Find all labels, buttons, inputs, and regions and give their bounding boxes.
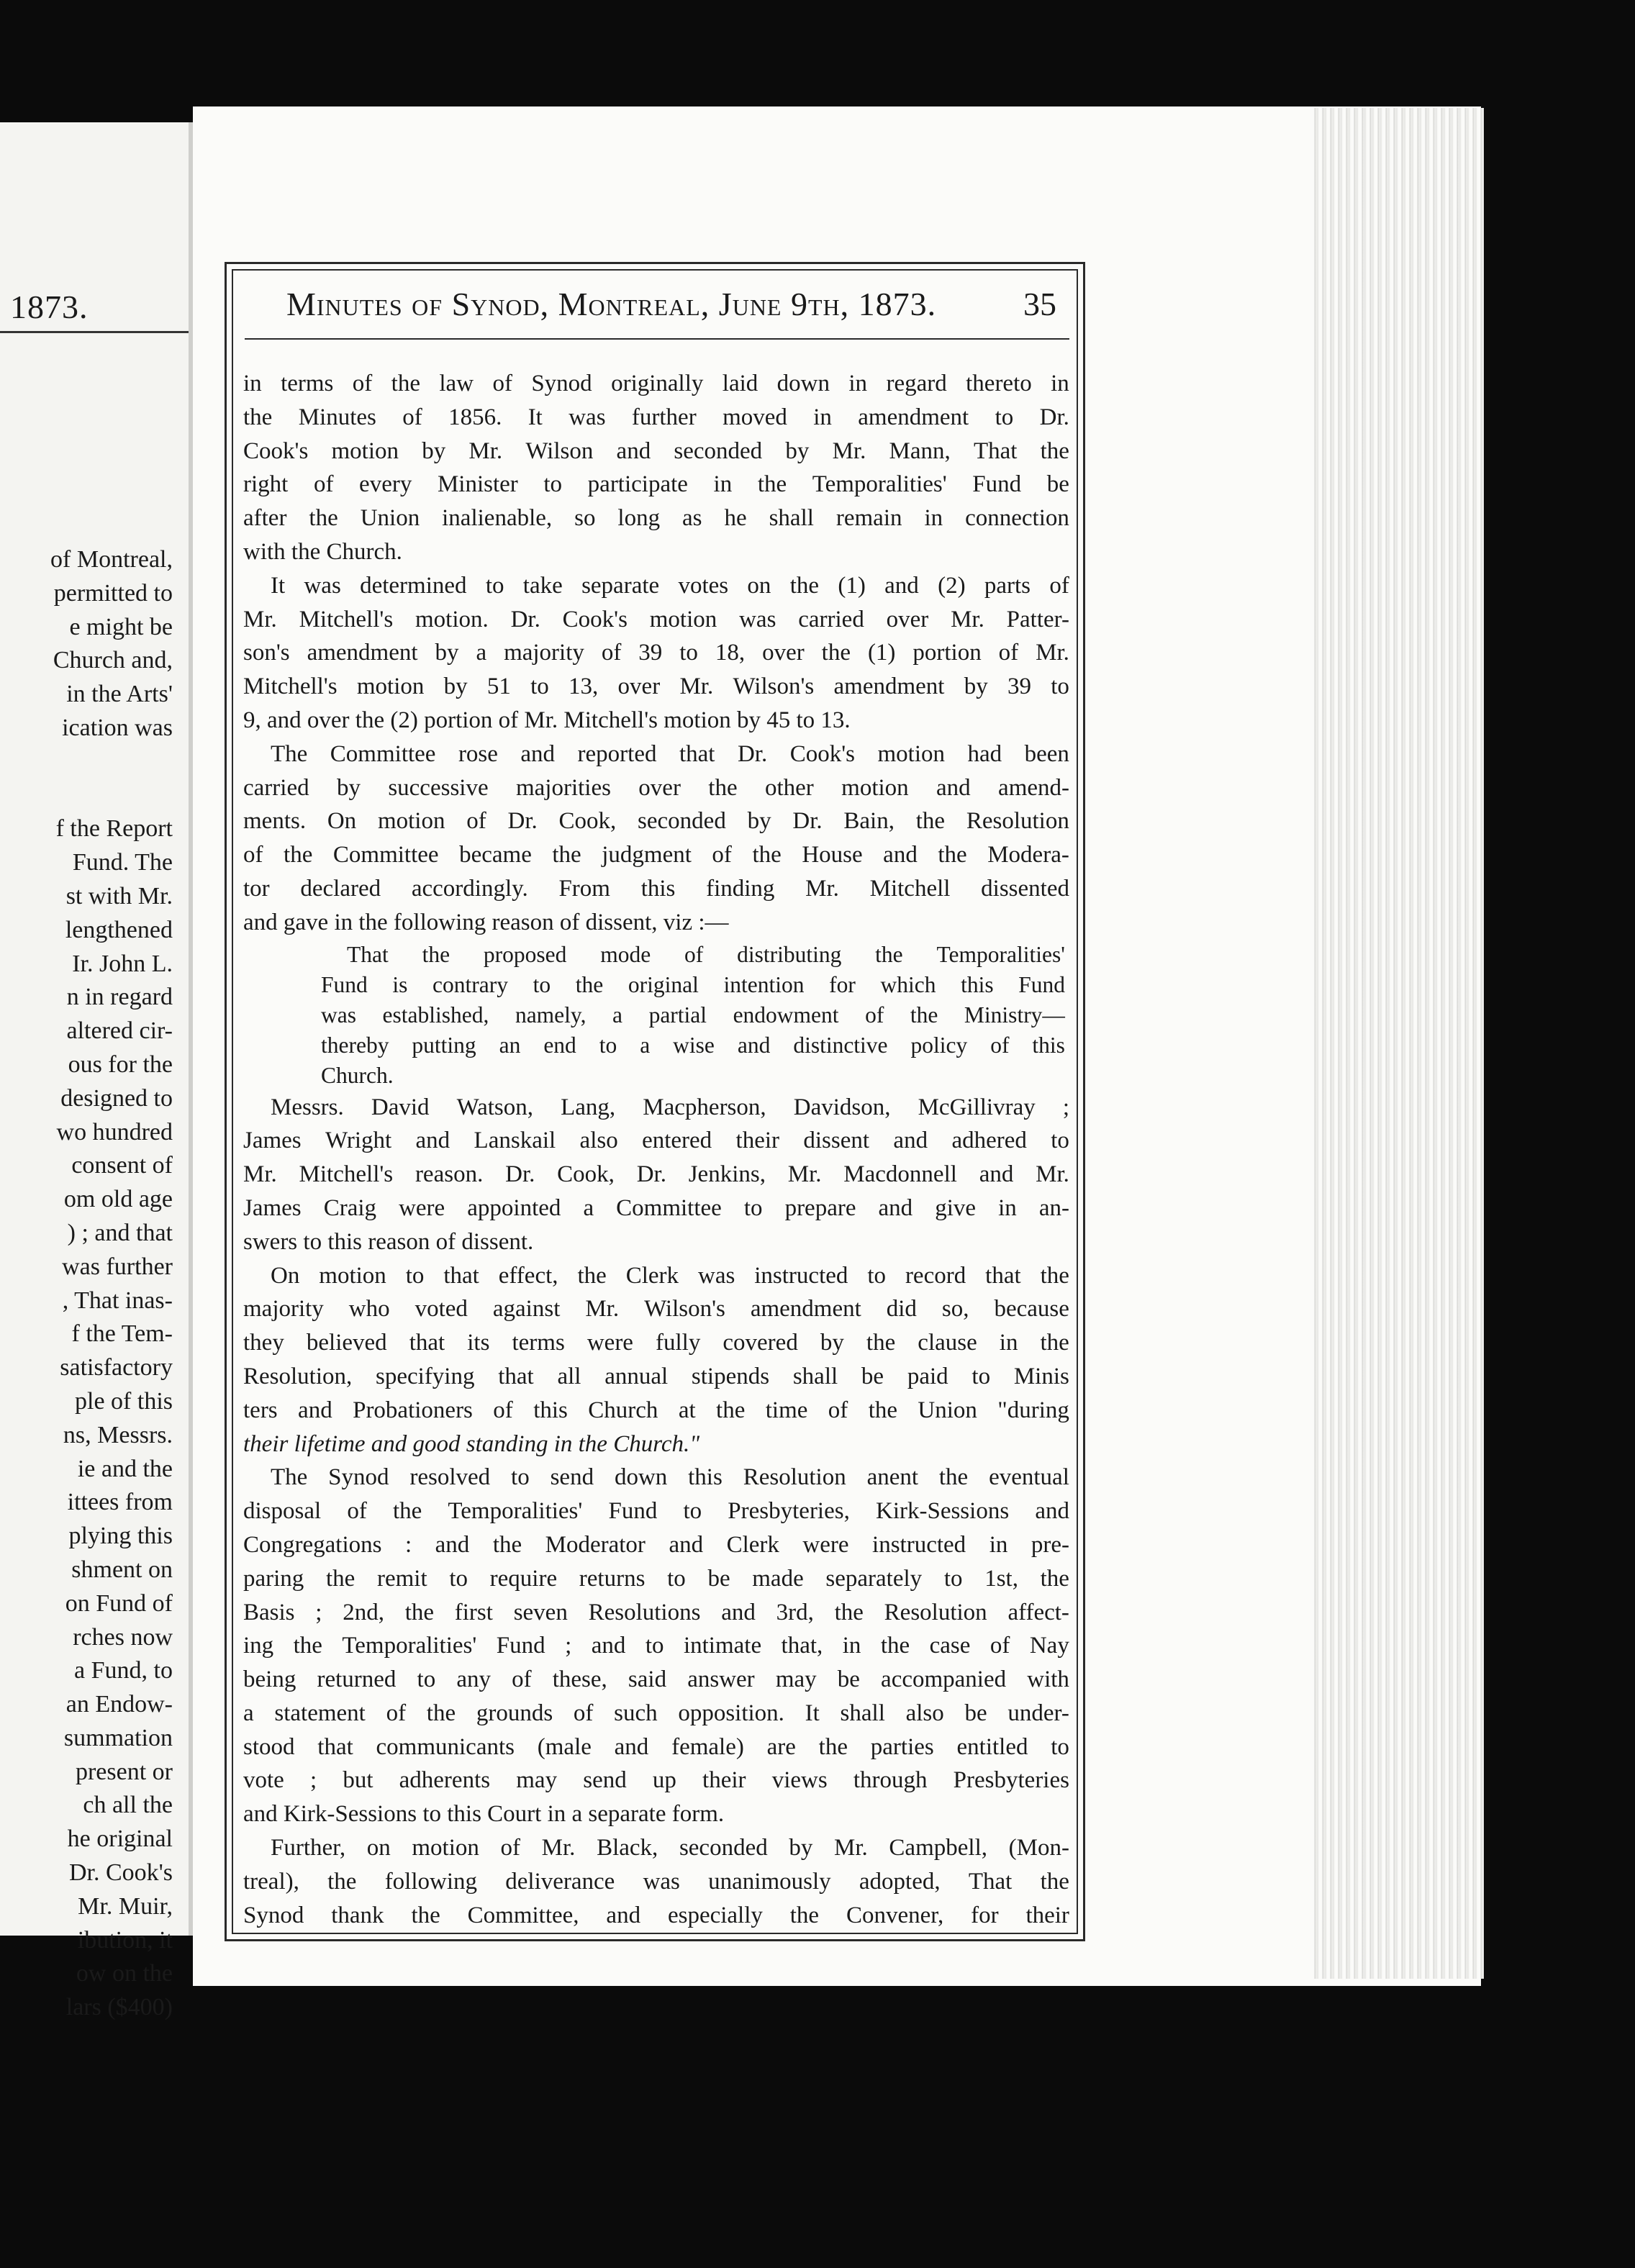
text-line: the Minutes of 1856. It was further moved in amendment to Dr. <box>243 404 1069 430</box>
paragraph <box>243 1091 1069 1259</box>
text-line: The Synod resolved to send down this Resolution anent the eventual <box>271 1464 1069 1491</box>
left-page-line: shment on <box>71 1556 173 1583</box>
text-line: after the Union inalienable, so long as he shall remain in connection <box>243 505 1069 532</box>
text-line: On motion to that effect, the Clerk was instructed to record that the <box>271 1262 1069 1289</box>
running-title: Minutes of Synod, Montreal, June 9th, 1873. <box>286 286 937 322</box>
left-page-line: summation <box>63 1724 173 1751</box>
text-line: Mr. Mitchell's motion. Dr. Cook's motion was carried over Mr. Patter- <box>243 606 1069 632</box>
left-page-line: permitted to <box>53 579 173 607</box>
text-line: being returned to any of these, said answer may be accompanied with <box>243 1666 1069 1693</box>
left-page-line: lengthened <box>65 916 173 943</box>
text-line: a statement of the grounds of such opposition. It shall also be under- <box>243 1700 1069 1726</box>
quote-line: thereby putting an end to a wise and distinctive policy of this <box>321 1032 1065 1058</box>
left-facing-page <box>0 122 193 2021</box>
left-page-line: a Fund, to <box>74 1657 173 1684</box>
left-page-line: he original <box>67 1825 173 1853</box>
text-line: Congregations : and the Moderator and Clerk were instructed in pre- <box>243 1531 1069 1558</box>
text-line: Mitchell's motion by 51 to 13, over Mr. Wilson's amendment by 39 to <box>243 673 1069 700</box>
reason-of-dissent-quote <box>243 940 1069 1091</box>
text-line: ing the Temporalities' Fund ; and to intimate that, in the case of Nay <box>243 1633 1069 1659</box>
paragraph <box>243 569 1069 738</box>
text-line: disposal of the Temporalities' Fund to Presbyteries, Kirk-Sessions and <box>243 1498 1069 1525</box>
left-page-line: Church and, <box>53 647 173 674</box>
left-page-line: wo hundred <box>56 1118 173 1146</box>
left-page-line: e might be <box>69 613 173 640</box>
left-page-line: plying this <box>68 1523 173 1550</box>
left-page-line: f the Report <box>55 815 173 843</box>
left-page-line: consent of <box>71 1152 173 1179</box>
text-line: Mr. Mitchell's reason. Dr. Cook, Dr. Jenkins, Mr. Macdonnell and Mr. <box>243 1161 1069 1188</box>
left-page-line: Dr. Cook's <box>68 1859 173 1887</box>
quote-line: Church. <box>321 1062 394 1088</box>
text-line: and gave in the following reason of dissent, viz :— <box>243 909 729 935</box>
text-line: in terms of the law of Synod originally laid down in regard thereto in <box>243 371 1069 396</box>
quote-line: That the proposed mode of distributing the Temporalities' <box>347 941 1065 967</box>
text-line: stood that communicants (male and female) are the parties entitled to <box>243 1733 1069 1760</box>
left-page-line <box>0 745 173 779</box>
text-line: swers to this reason of dissent. <box>243 1228 534 1255</box>
left-page-line: lars ($400) <box>65 1994 173 2021</box>
text-line: Messrs. David Watson, Lang, Macpherson, Davidson, McGillivray ; <box>271 1094 1069 1120</box>
left-page-line: ittees from <box>67 1489 173 1516</box>
left-page-line: of Montreal, <box>50 546 173 573</box>
text-line: Further, on motion of Mr. Black, seconded by Mr. Campbell, (Mon- <box>271 1835 1069 1861</box>
left-page-line: rches now <box>73 1623 173 1651</box>
left-header-rule <box>0 331 189 333</box>
text-line: It was determined to take separate votes on the (1) and (2) parts of <box>271 572 1069 599</box>
left-page-text <box>0 543 173 2025</box>
page-body <box>243 367 1069 1932</box>
text-line: 9, and over the (2) portion of Mr. Mitchell's motion by 45 to 13. <box>243 707 851 733</box>
left-page-line: f the Tem- <box>71 1320 173 1348</box>
text-line: with the Church. <box>243 538 402 565</box>
text-line: carried by successive majorities over the other motion and amend- <box>243 774 1069 801</box>
left-page-line: ication was <box>62 714 173 741</box>
left-page-line: was further <box>62 1253 173 1280</box>
header-rule <box>245 338 1069 340</box>
text-line: right of every Minister to participate in the Temporalities' Fund be <box>243 471 1069 498</box>
quote-line: Fund is contrary to the original intention for which this Fund <box>321 971 1065 997</box>
paragraph <box>243 1461 1069 1831</box>
left-page-line: Ir. John L. <box>72 950 173 977</box>
paragraph <box>243 1831 1069 1932</box>
left-page-line: , That inas- <box>62 1287 173 1314</box>
left-page-line: in the Arts' <box>66 681 173 708</box>
text-line: ments. On motion of Dr. Cook, seconded by Dr. Bain, the Resolution <box>243 808 1069 835</box>
text-line: Resolution, specifying that all annual stipends shall be paid to Minis <box>243 1363 1069 1389</box>
text-line: Basis ; 2nd, the first seven Resolutions and 3rd, the Resolution affect- <box>243 1599 1069 1625</box>
left-page-line: altered cir- <box>66 1017 173 1045</box>
left-page-line: on Fund of <box>65 1589 173 1617</box>
left-page-line: designed to <box>60 1084 173 1112</box>
left-page-line: ple of this <box>75 1387 173 1415</box>
left-page-line: ) ; and that <box>67 1219 173 1246</box>
text-line: Synod thank the Committee, and especially the Convener, for their <box>243 1902 1069 1928</box>
italic-line: their lifetime and good standing in the Church." <box>243 1430 700 1457</box>
paragraph <box>243 738 1069 940</box>
left-page-line: Fund. The <box>72 849 173 876</box>
quote-line: was established, namely, a partial endowment of the Ministry— <box>321 1002 1065 1028</box>
left-page-line: ous for the <box>68 1051 173 1078</box>
left-page-header: 1873. <box>10 289 89 325</box>
left-page-line: n in regard <box>66 984 173 1011</box>
left-page-line: present or <box>75 1758 173 1785</box>
left-page-line: an Endow- <box>65 1691 173 1718</box>
left-page-line: om old age <box>63 1186 173 1213</box>
text-line: ters and Probationers of this Church at the time of the Union "during <box>243 1397 1069 1423</box>
text-line: James Wright and Lanskail also entered their dissent and adhered to <box>243 1128 1069 1154</box>
page-number: 35 <box>1023 286 1056 322</box>
left-page-line: ie and the <box>77 1455 173 1482</box>
text-line: James Craig were appointed a Committee to prepare and give in an- <box>243 1194 1069 1221</box>
text-line: son's amendment by a majority of 39 to 18, over the (1) portion of Mr. <box>243 640 1069 666</box>
left-page-line: ibution, it <box>77 1926 173 1954</box>
text-line: The Committee rose and reported that Dr. Cook's motion had been <box>271 740 1069 767</box>
text-line: tor declared accordingly. From this finding Mr. Mitchell dissented <box>243 875 1069 902</box>
left-page-line: st with Mr. <box>65 882 173 910</box>
text-line: vote ; but adherents may send up their views through Presbyteries <box>243 1767 1069 1794</box>
paragraph <box>243 1259 1069 1461</box>
page-edges <box>1311 108 1484 1979</box>
paragraph <box>243 367 1069 569</box>
left-page-line: ow on the <box>76 1960 173 1987</box>
left-page-line: ns, Messrs. <box>63 1421 173 1448</box>
text-line: and Kirk-Sessions to this Court in a separate form. <box>243 1801 725 1828</box>
text-line: majority who voted against Mr. Wilson's amendment did so, because <box>243 1296 1069 1323</box>
text-line: paring the remit to require returns to be made separately to 1st, the <box>243 1565 1069 1592</box>
left-page-line: Mr. Muir, <box>78 1892 173 1920</box>
text-line: of the Committee became the judgment of the House and the Modera- <box>243 842 1069 868</box>
running-head <box>237 285 1072 335</box>
text-line: Cook's motion by Mr. Wilson and seconded by Mr. Mann, That the <box>243 437 1069 464</box>
text-line: treal), the following deliverance was unanimously adopted, That the <box>243 1868 1069 1895</box>
text-line: they believed that its terms were fully covered by the clause in the <box>243 1330 1069 1356</box>
left-page-line <box>0 779 173 813</box>
left-page-line: ch all the <box>83 1792 173 1819</box>
left-page-line: satisfactory <box>60 1354 173 1382</box>
